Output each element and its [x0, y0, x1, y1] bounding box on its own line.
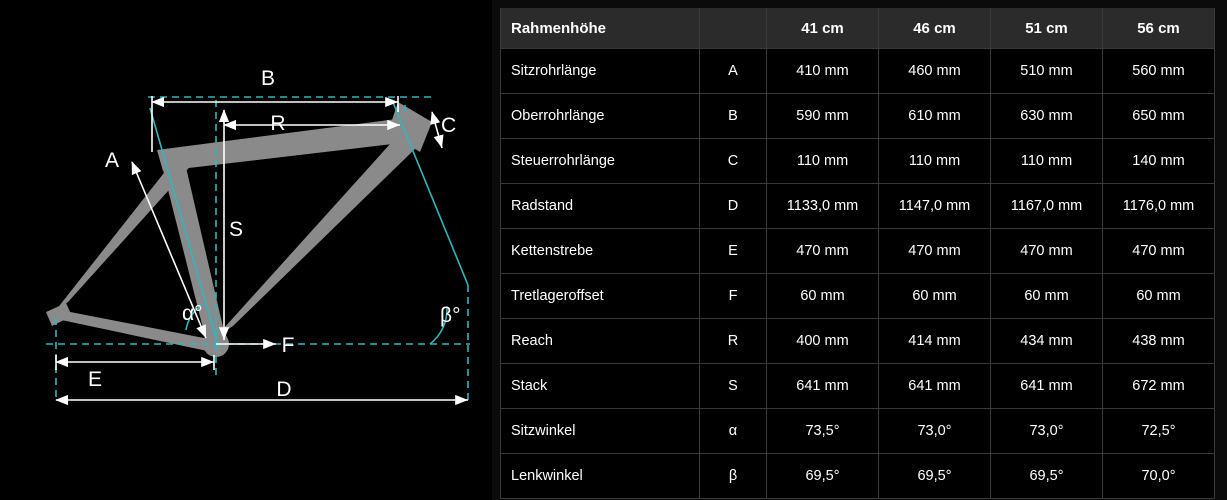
row-value-56: 650 mm [1103, 94, 1215, 139]
row-label: Radstand [501, 184, 700, 229]
row-symbol: S [700, 364, 767, 409]
table-row [501, 454, 1215, 499]
row-symbol: B [700, 94, 767, 139]
label-A: A [104, 149, 120, 172]
row-value-51: 510 mm [991, 49, 1103, 94]
row-value-46: 460 mm [879, 49, 991, 94]
row-label: Oberrohrlänge [501, 94, 700, 139]
row-symbol: E [700, 229, 767, 274]
table-row [501, 274, 1215, 319]
frame-geometry-diagram [0, 0, 492, 500]
row-value-46: 60 mm [879, 274, 991, 319]
row-value-46: 69,5° [879, 454, 991, 499]
row-label: Stack [501, 364, 700, 409]
row-value-41: 73,5° [767, 409, 879, 454]
row-value-56: 140 mm [1103, 139, 1215, 184]
table-header-row [501, 8, 1215, 49]
header-symbol [700, 8, 767, 49]
row-value-51: 60 mm [991, 274, 1103, 319]
label-F: F [281, 334, 295, 357]
row-value-41: 69,5° [767, 454, 879, 499]
row-value-56: 438 mm [1103, 319, 1215, 364]
label-D: D [276, 378, 292, 401]
row-value-46: 73,0° [879, 409, 991, 454]
row-label: Sitzrohrlänge [501, 49, 700, 94]
geometry-table-container [492, 0, 1227, 500]
row-value-46: 1147,0 mm [879, 184, 991, 229]
row-value-41: 400 mm [767, 319, 879, 364]
row-symbol: C [700, 139, 767, 184]
row-value-46: 470 mm [879, 229, 991, 274]
row-value-41: 410 mm [767, 49, 879, 94]
header-size-51: 51 cm [991, 8, 1103, 49]
table-row [501, 184, 1215, 229]
row-value-46: 414 mm [879, 319, 991, 364]
label-alpha: α° [182, 302, 203, 325]
label-E: E [87, 368, 103, 391]
row-value-41: 60 mm [767, 274, 879, 319]
row-symbol: β [700, 454, 767, 499]
row-label: Sitzwinkel [501, 409, 700, 454]
row-label: Tretlageroffset [501, 274, 700, 319]
header-frame-size: Rahmenhöhe [501, 8, 700, 49]
row-value-56: 70,0° [1103, 454, 1215, 499]
geometry-table [500, 8, 1215, 499]
row-value-41: 470 mm [767, 229, 879, 274]
row-label: Reach [501, 319, 700, 364]
table-row [501, 94, 1215, 139]
row-value-41: 590 mm [767, 94, 879, 139]
row-value-51: 470 mm [991, 229, 1103, 274]
row-value-41: 1133,0 mm [767, 184, 879, 229]
row-symbol: A [700, 49, 767, 94]
header-size-41: 41 cm [767, 8, 879, 49]
label-R: R [270, 112, 286, 135]
row-label: Steuerrohrlänge [501, 139, 700, 184]
row-value-41: 641 mm [767, 364, 879, 409]
row-value-56: 470 mm [1103, 229, 1215, 274]
table-body [501, 49, 1215, 499]
row-value-46: 110 mm [879, 139, 991, 184]
row-value-51: 630 mm [991, 94, 1103, 139]
row-value-51: 69,5° [991, 454, 1103, 499]
table-row [501, 319, 1215, 364]
row-value-56: 60 mm [1103, 274, 1215, 319]
row-value-56: 1176,0 mm [1103, 184, 1215, 229]
row-value-51: 641 mm [991, 364, 1103, 409]
row-symbol: D [700, 184, 767, 229]
row-value-56: 560 mm [1103, 49, 1215, 94]
row-value-51: 1167,0 mm [991, 184, 1103, 229]
row-symbol: F [700, 274, 767, 319]
row-value-51: 434 mm [991, 319, 1103, 364]
label-B: B [260, 67, 276, 90]
row-value-41: 110 mm [767, 139, 879, 184]
header-size-46: 46 cm [879, 8, 991, 49]
table-header [501, 8, 1215, 49]
header-size-56: 56 cm [1103, 8, 1215, 49]
row-symbol: R [700, 319, 767, 364]
row-value-51: 73,0° [991, 409, 1103, 454]
table-row [501, 364, 1215, 409]
row-value-51: 110 mm [991, 139, 1103, 184]
table-row [501, 49, 1215, 94]
row-symbol: α [700, 409, 767, 454]
table-row [501, 409, 1215, 454]
row-value-56: 672 mm [1103, 364, 1215, 409]
label-C: C [441, 114, 457, 137]
label-beta: β° [440, 304, 461, 327]
table-row [501, 139, 1215, 184]
row-label: Lenkwinkel [501, 454, 700, 499]
row-value-56: 72,5° [1103, 409, 1215, 454]
row-label: Kettenstrebe [501, 229, 700, 274]
row-value-46: 610 mm [879, 94, 991, 139]
table-row [501, 229, 1215, 274]
row-value-46: 641 mm [879, 364, 991, 409]
label-S: S [228, 218, 244, 241]
